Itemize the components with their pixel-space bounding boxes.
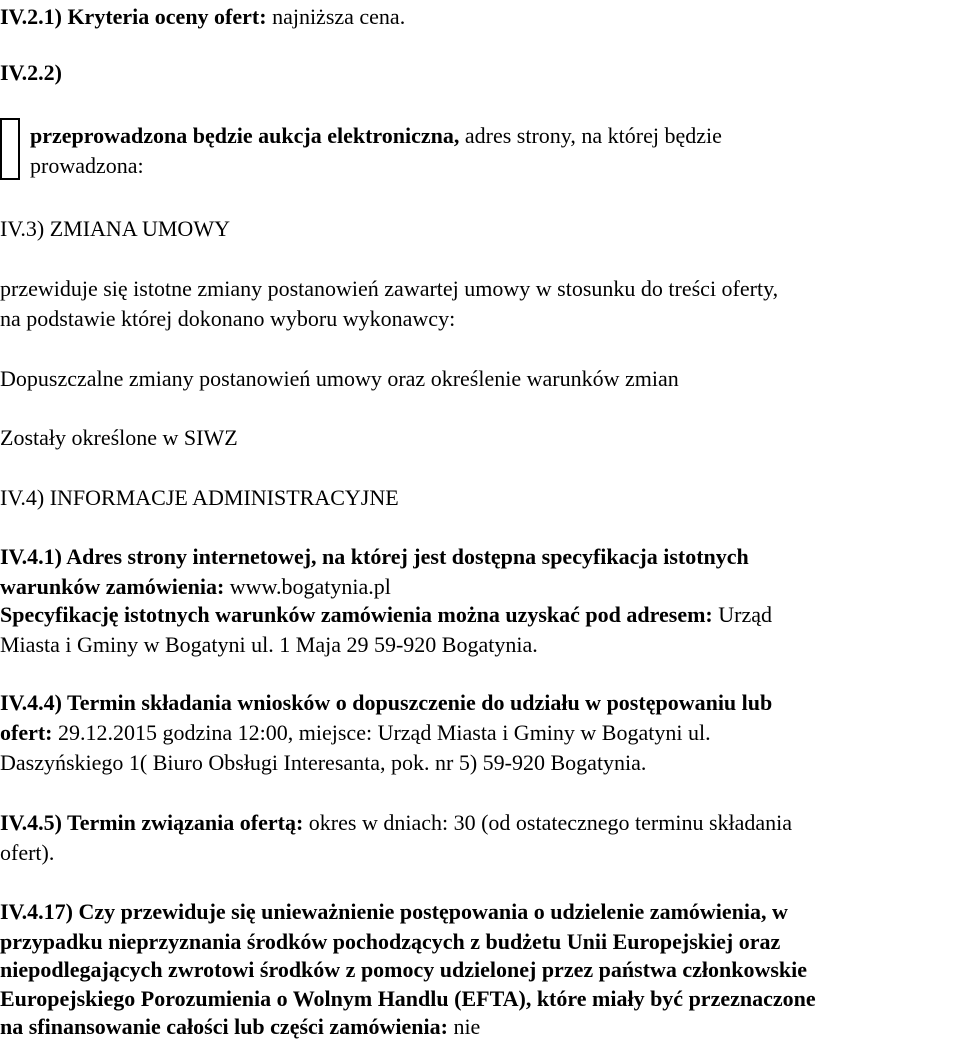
- auction-text-line2: prowadzona:: [30, 153, 144, 178]
- deadline-label-line1: IV.4.4) Termin składania wniosków o dopuszczenie do udziału w postępowaniu lub: [0, 690, 773, 715]
- allowed-changes-label: Dopuszczalne zmiany postanowień umowy oraz określenie warunków zmian: [0, 366, 679, 391]
- criteria-label: IV.2.1) Kryteria oceny ofert:: [0, 4, 267, 29]
- auction-checkbox: [0, 118, 20, 180]
- section-iv-2-2: IV.2.2): [0, 60, 62, 85]
- auction-text: [30, 121, 955, 151]
- deadline-value-line2: 29.12.2015 godzina 12:00, miejsce: Urząd Miasta i Gminy w Bogatyni ul.: [52, 720, 711, 745]
- spec-value-2: Miasta i Gminy w Bogatyni ul. 1 Maja 29 59-920 Bogatynia.: [0, 632, 538, 657]
- binding-value-line2: ofert).: [0, 840, 55, 865]
- changes-line1: przewiduje się istotne zmiany postanowień zawartej umowy w stosunku do treści oferty,: [0, 276, 779, 301]
- spec-value-1: Urząd: [712, 602, 772, 627]
- cancellation-value: nie: [447, 1014, 481, 1039]
- cancellation-line4: Europejskiego Porozumienia o Wolnym Handlu (EFTA), które miały być przeznaczone: [0, 986, 816, 1011]
- changes-line2: na podstawie której dokonano wyboru wykonawcy:: [0, 306, 456, 331]
- section-iv-2-1: [0, 2, 955, 32]
- criteria-value: najniższa cena.: [266, 4, 406, 29]
- binding-value-line1: okres w dniach: 30 (od ostatecznego terminu składania: [303, 810, 793, 835]
- binding-label: IV.4.5) Termin związania ofertą:: [0, 810, 304, 835]
- section-iv-3-heading: IV.3) ZMIANA UMOWY: [0, 216, 230, 241]
- deadline-value-line3: Daszyńskiego 1( Biuro Obsługi Interesanta, pok. nr 5) 59-920 Bogatynia.: [0, 750, 647, 775]
- cancellation-line3: niepodlegających zwrotowi środków z pomocy udzielonej przez państwa członkowskie: [0, 957, 808, 982]
- auction-value-line1: adres strony, na której będzie: [459, 123, 722, 148]
- defined-in-siwz: Zostały określone w SIWZ: [0, 425, 238, 450]
- cancellation-line1: IV.4.17) Czy przewiduje się unieważnienie postępowania o udzielenie zamówienia, w: [0, 899, 788, 924]
- website-label-line2: warunków zamówienia:: [0, 574, 225, 599]
- binding-line1: [0, 808, 955, 838]
- spec-label: Specyfikację istotnych warunków zamówienia można uzyskać pod adresem:: [0, 602, 713, 627]
- cancellation-label-line5: na sfinansowanie całości lub części zamówienia:: [0, 1014, 448, 1039]
- website-line2: [0, 572, 955, 602]
- cancellation-line2: przypadku nieprzyznania środków pochodzących z budżetu Unii Europejskiej oraz: [0, 929, 781, 954]
- deadline-line2: [0, 718, 955, 748]
- cancellation-line5: [0, 1012, 955, 1042]
- auction-label: przeprowadzona będzie aukcja elektroniczna,: [30, 123, 460, 148]
- deadline-label-line2: ofert:: [0, 720, 53, 745]
- section-iv-4-heading: IV.4) INFORMACJE ADMINISTRACYJNE: [0, 485, 399, 510]
- website-value: www.bogatynia.pl: [224, 574, 391, 599]
- website-label-line1: IV.4.1) Adres strony internetowej, na której jest dostępna specyfikacja istotnych: [0, 544, 749, 569]
- spec-line1: [0, 600, 955, 630]
